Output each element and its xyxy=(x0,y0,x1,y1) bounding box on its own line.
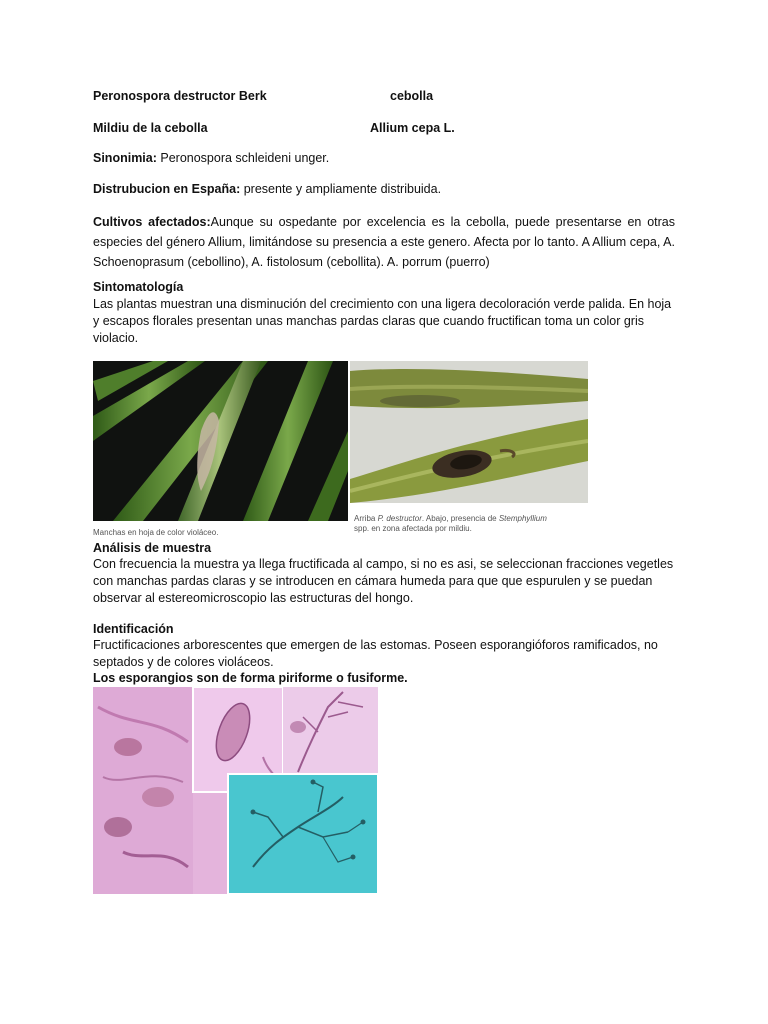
identificacion-title: Identificación xyxy=(93,622,174,636)
sinonimia-value: Peronospora schleideni unger. xyxy=(160,151,330,165)
cultivos-paragraph xyxy=(93,212,675,272)
caption-part: Arriba xyxy=(354,514,378,523)
cultivos-text: Aunque su ospedante por excelencia es la cebolla, puede presentarse en otras especies del género Allium, limitándose su presencia a este genero. Afecta por lo tanto. A Allium cepa, A. Schoenoprasum (cebollino), A. fistolosum (cebollita). A. porrum (puerro) xyxy=(93,215,675,269)
analisis-title: Análisis de muestra xyxy=(93,541,212,555)
sinonimia-line xyxy=(93,150,329,166)
scape-photo-caption xyxy=(354,514,586,534)
distribucion-value: presente y ampliamente distribuida. xyxy=(243,182,442,196)
caption-italic: P. destructor xyxy=(377,514,422,523)
caption-part: spp. en zona afectada por mildiu. xyxy=(354,524,472,533)
distribucion-line xyxy=(93,181,441,197)
caption-part: . Abajo, presencia de xyxy=(421,514,499,523)
cultivos-label: Cultivos afectados: xyxy=(93,215,211,229)
sintomatologia-text: Las plantas muestran una disminución del crecimiento con una ligera decoloración verde palida. En hoja y escapos florales presentan unas manchas pardas claras que cuando fructifican toma un color gris violacio. xyxy=(93,297,672,345)
distribucion-label: Distrubucion en España: xyxy=(93,182,244,196)
caption-italic: Stemphyllium xyxy=(498,514,547,523)
micrograph-collage xyxy=(93,687,378,894)
host-scientific-name: Allium cepa L. xyxy=(370,121,455,135)
disease-name: Mildiu de la cebolla xyxy=(93,121,208,135)
sinonimia-label: Sinonimia: xyxy=(93,151,161,165)
scape-lesion-photo xyxy=(350,361,588,503)
sintomatologia-title: Sintomatología xyxy=(93,280,184,294)
leaf-photo-caption: Manchas en hoja de color violáceo. xyxy=(93,528,219,537)
leaf-lesion-photo xyxy=(93,361,348,521)
species-name: Peronospora destructor Berk xyxy=(93,89,267,103)
analisis-text: Con frecuencia la muestra ya llega fructificada al campo, si no es asi, se seleccionan fracciones vegetles con manchas pardas claras y se introducen en cámara humeda para que que espurulen y se puedan observar al estereomicroscopio las estructuras del hongo. xyxy=(93,557,674,605)
identificacion-text-2: Los esporangios son de forma piriforme o fusiforme. xyxy=(93,671,408,685)
identificacion-text-1: Fructificaciones arborescentes que emergen de las estomas. Poseen esporangióforos ramificados, no septados y de colores violáceos. xyxy=(93,638,658,669)
host-common-name: cebolla xyxy=(390,89,434,103)
